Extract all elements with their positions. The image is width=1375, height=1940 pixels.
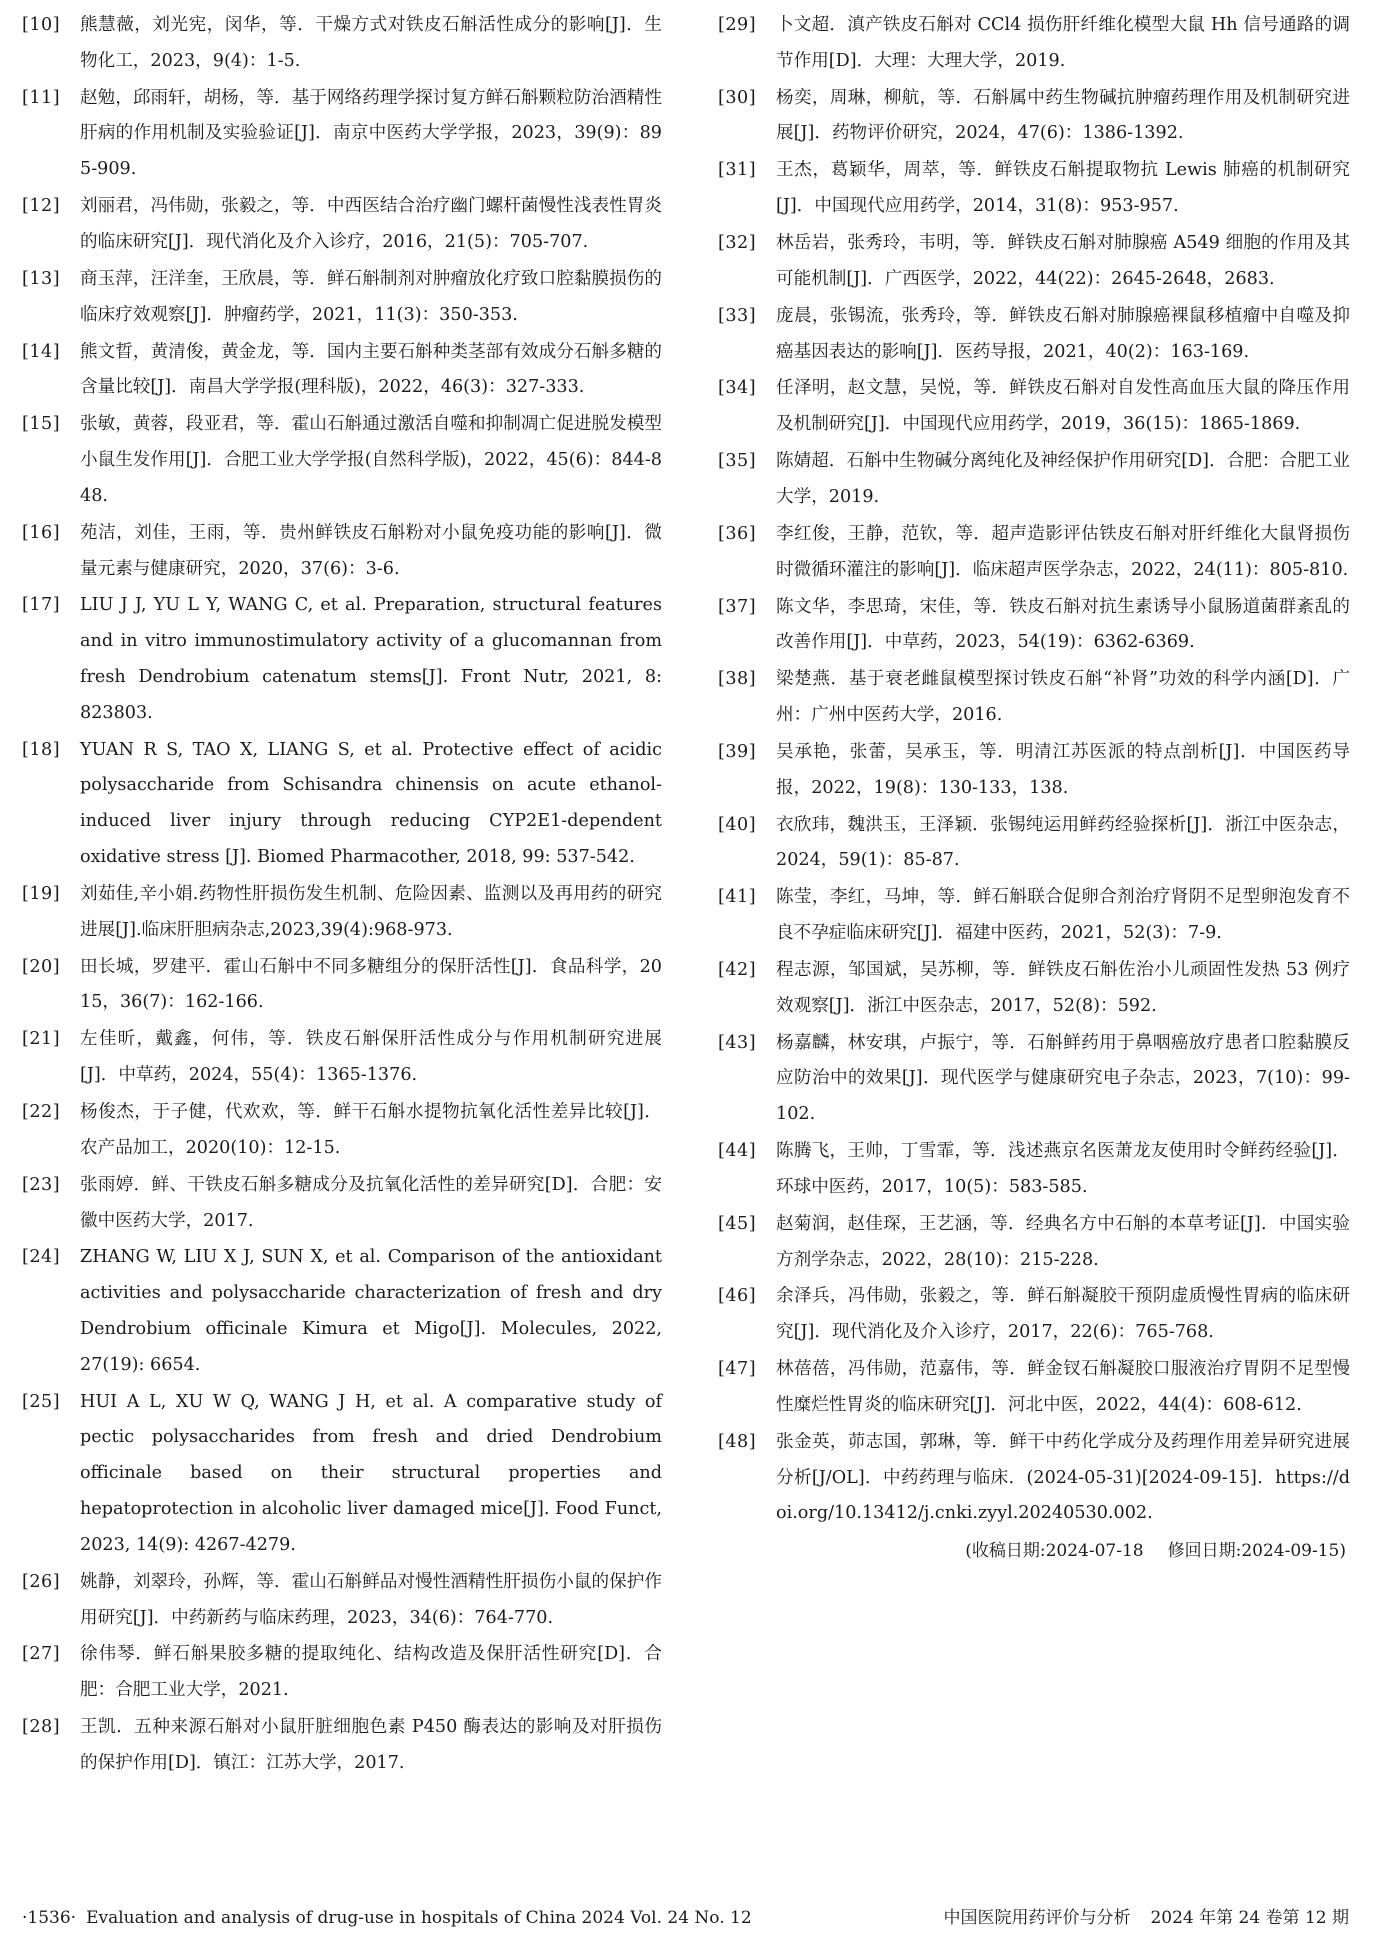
reference-text: 杨俊杰，于子健，代欢欢，等．鲜干石斛水提物抗氧化活性差异比较[J]．农产品加工，2020(10)：12-15. xyxy=(80,1102,662,1158)
reference-item xyxy=(22,588,662,731)
reference-item xyxy=(22,1022,662,1094)
reference-text: 张金英，茆志国，郭琳，等．鲜干中药化学成分及药理作用差异研究进展分析[J/OL]．中药药理与临床．(2024-05-31)[2024-09-15]．https://doi.org/10.13412/j.cnki.zyyl.20240530.002. xyxy=(776,1431,1350,1524)
reference-item xyxy=(718,590,1350,662)
reference-item xyxy=(718,299,1350,371)
reference-number: [38] xyxy=(718,669,757,690)
reference-item xyxy=(718,517,1350,589)
journal-title-en: Evaluation and analysis of drug-use in hospitals of China 2024 Vol. 24 No. 12 xyxy=(86,1908,752,1928)
reference-item xyxy=(718,880,1350,952)
reference-text: YUAN R S, TAO X, LIANG S, et al. Protective effect of acidic polysaccharide from Schisandra chinensis on acute ethanol-induced liver injury through reducing CYP2E1-dependent oxidative stress [J]. Biomed Pharmacother, 2018, 99: 537-542. xyxy=(80,739,662,868)
reference-number: [16] xyxy=(22,522,61,543)
received-date: (收稿日期:2024-07-18 xyxy=(965,1541,1144,1562)
reference-item xyxy=(22,877,662,949)
reference-number: [24] xyxy=(22,1247,61,1268)
reference-text: 姚静，刘翠玲，孙辉，等．霍山石斛鲜品对慢性酒精性肝损伤小鼠的保护作用研究[J]．中药新药与临床药理，2023，34(6)：764-770. xyxy=(80,1571,662,1628)
reference-number: [27] xyxy=(22,1644,61,1665)
reference-item xyxy=(22,8,662,80)
reference-item xyxy=(718,1352,1350,1424)
reference-number: [47] xyxy=(718,1359,757,1380)
reference-number: [40] xyxy=(718,814,757,835)
reference-item xyxy=(22,1385,662,1564)
reference-text: 商玉萍，汪洋奎，王欣晨，等．鲜石斛制剂对肿瘤放化疗致口腔黏膜损伤的临床疗效观察[J]．肿瘤药学，2021，11(3)：350-353. xyxy=(80,268,662,325)
footer-left xyxy=(22,1906,762,1930)
reference-item xyxy=(718,81,1350,153)
reference-number: [30] xyxy=(718,87,757,108)
reference-item xyxy=(22,407,662,514)
reference-text: 陈莹，李红，马坤，等．鲜石斛联合促卵合剂治疗肾阴不足型卵泡发育不良不孕症临床研究[J]．福建中医药，2021，52(3)：7-9. xyxy=(776,887,1350,944)
reference-number: [32] xyxy=(718,233,757,254)
reference-item xyxy=(718,8,1350,80)
reference-number: [26] xyxy=(22,1571,61,1592)
reference-list-right xyxy=(718,8,1350,1568)
reference-number: [28] xyxy=(22,1717,61,1738)
reference-item xyxy=(22,1565,662,1637)
reference-number: [19] xyxy=(22,883,61,904)
reference-item xyxy=(22,516,662,588)
reference-text: 林蓓蓓，冯伟勋，范嘉伟，等．鲜金钗石斛凝胶口服液治疗胃阴不足型慢性糜烂性胃炎的临床研究[J]．河北中医，2022，44(4)：608-612. xyxy=(776,1359,1350,1415)
reference-number: [22] xyxy=(22,1102,61,1123)
reference-number: [20] xyxy=(22,956,61,977)
reference-item xyxy=(22,950,662,1022)
reference-text: 陈婧超．石斛中生物碱分离纯化及神经保护作用研究[D]．合肥：合肥工业大学，2019. xyxy=(776,451,1350,507)
reference-text: 徐伟琴．鲜石斛果胶多糖的提取纯化、结构改造及保肝活性研究[D]．合肥：合肥工业大学，2021. xyxy=(80,1644,662,1701)
reference-number: [10] xyxy=(22,15,61,35)
reference-text: 梁楚燕．基于衰老雌鼠模型探讨铁皮石斛“补肾”功效的科学内涵[D]．广州：广州中医药大学，2016. xyxy=(776,669,1350,725)
page-footer xyxy=(22,1906,1349,1930)
reference-number: [46] xyxy=(718,1286,757,1307)
reference-item xyxy=(718,444,1350,516)
reference-number: [18] xyxy=(22,739,61,760)
reference-number: [34] xyxy=(718,378,757,399)
reference-item xyxy=(718,1134,1350,1206)
reference-item xyxy=(22,189,662,261)
reference-number: [13] xyxy=(22,268,61,289)
reference-number: [14] xyxy=(22,341,61,362)
reference-number: [17] xyxy=(22,595,61,616)
reference-item xyxy=(22,81,662,188)
reference-text: LIU J J, YU L Y, WANG C, et al. Preparation, structural features and in vitro immunostimulatory activity of a glucomannan from fresh Dendrobium catenatum stems[J]. Front Nutr, 2021, 8: 823803. xyxy=(80,595,662,723)
reference-item xyxy=(718,1026,1350,1133)
reference-text: 赵菊润，赵佳琛，王艺涵，等．经典名方中石斛的本草考证[J]．中国实验方剂学杂志，2022，28(10)：215-228. xyxy=(776,1213,1350,1270)
reference-text: 陈腾飞，王帅，丁雪霏，等．浅述燕京名医萧龙友使用时令鲜药经验[J]．环球中医药，2017，10(5)：583-585. xyxy=(776,1141,1350,1197)
reference-item xyxy=(22,1710,662,1782)
reference-text: 程志源，邹国斌，吴苏柳，等．鲜铁皮石斛佐治小儿顽固性发热 53 例疗效观察[J]．浙江中医杂志，2017，52(8)：592. xyxy=(776,959,1350,1016)
reference-text: 田长城，罗建平．霍山石斛中不同多糖组分的保肝活性[J]．食品科学，2015，36(7)：162-166. xyxy=(80,956,662,1013)
reference-text: 王杰，葛颖华，周萃，等．鲜铁皮石斛提取物抗 Lewis 肺癌的机制研究[J]．中国现代应用药学，2014，31(8)：953-957. xyxy=(776,160,1350,217)
reference-text: 赵勉，邱雨轩，胡杨，等．基于网络药理学探讨复方鲜石斛颗粒防治酒精性肝病的作用机制及实验验证[J]．南京中医药大学学报，2023，39(9)：895-909. xyxy=(80,87,662,180)
reference-number: [44] xyxy=(718,1141,757,1162)
reference-item xyxy=(22,335,662,407)
reference-text: 左佳昕，戴鑫，何伟，等．铁皮石斛保肝活性成分与作用机制研究进展[J]．中草药，2024，55(4)：1365-1376. xyxy=(80,1029,662,1086)
reference-text: 任泽明，赵文慧，吴悦，等．鲜铁皮石斛对自发性高血压大鼠的降压作用及机制研究[J]．中国现代应用药学，2019，36(15)：1865-1869. xyxy=(776,378,1350,435)
reference-item xyxy=(718,153,1350,225)
reference-number: [25] xyxy=(22,1391,61,1412)
reference-number: [37] xyxy=(718,596,757,617)
reference-number: [31] xyxy=(718,160,757,181)
journal-title-cn: 中国医院用药评价与分析 xyxy=(943,1908,1131,1928)
journal-issue-cn: 2024 年第 24 卷第 12 期 xyxy=(1150,1908,1349,1928)
reference-item xyxy=(718,1425,1350,1532)
reference-text: 李红俊，王静，范钦，等．超声造影评估铁皮石斛对肝纤维化大鼠肾损伤时微循环灌注的影响[J]．临床超声医学杂志，2022，24(11)：805-810. xyxy=(776,523,1350,580)
reference-item xyxy=(718,1279,1350,1351)
manuscript-dates xyxy=(718,1534,1350,1568)
reference-item xyxy=(718,371,1350,443)
reference-text: 张敏，黄蓉，段亚君，等．霍山石斛通过激活自噬和抑制凋亡促进脱发模型小鼠生发作用[J]．合肥工业大学学报(自然科学版)，2022，45(6)：844-848. xyxy=(80,414,662,506)
reference-number: [42] xyxy=(718,959,757,980)
reference-list-left xyxy=(22,8,662,1783)
reference-text: 卜文超．滇产铁皮石斛对 CCl4 损伤肝纤维化模型大鼠 Hh 信号通路的调节作用[D]．大理：大理大学，2019. xyxy=(776,15,1350,71)
reference-number: [21] xyxy=(22,1029,61,1050)
reference-item xyxy=(22,1095,662,1167)
reference-number: [33] xyxy=(718,305,757,326)
reference-item xyxy=(718,226,1350,298)
reference-item xyxy=(718,808,1350,880)
reference-number: [36] xyxy=(718,523,757,544)
reference-item xyxy=(22,1168,662,1240)
reference-text: 余泽兵，冯伟勋，张毅之，等．鲜石斛凝胶干预阴虚质慢性胃病的临床研究[J]．现代消化及介入诊疗，2017，22(6)：765-768. xyxy=(776,1286,1350,1343)
reference-number: [35] xyxy=(718,451,757,472)
reference-text: 衣欣玮，魏洪玉，王泽颖．张锡纯运用鲜药经验探析[J]．浙江中医杂志，2024，59(1)：85-87. xyxy=(776,814,1350,871)
reference-text: 庞晨，张锡流，张秀玲，等．鲜铁皮石斛对肺腺癌裸鼠移植瘤中自噬及抑癌基因表达的影响[J]．医药导报，2021，40(2)：163-169. xyxy=(776,305,1350,362)
reference-item xyxy=(718,953,1350,1025)
reference-number: [43] xyxy=(718,1032,757,1053)
reference-text: 杨奕，周琳，柳航，等．石斛属中药生物碱抗肿瘤药理作用及机制研究进展[J]．药物评价研究，2024，47(6)：1386-1392. xyxy=(776,87,1350,144)
reference-text: 刘丽君，冯伟勋，张毅之，等．中西医结合治疗幽门螺杆菌慢性浅表性胃炎的临床研究[J]．现代消化及介入诊疗，2016，21(5)：705-707. xyxy=(80,196,662,252)
footer-right xyxy=(923,1906,1349,1930)
reference-number: [39] xyxy=(718,741,757,762)
revised-date: 修回日期:2024-09-15) xyxy=(1167,1541,1346,1562)
reference-text: ZHANG W, LIU X J, SUN X, et al. Comparison of the antioxidant activities and polysaccharide characterization of fresh and dry Dendrobium officinale Kimura et Migo[J]. Molecules, 2022, 27(19): 6654. xyxy=(80,1247,662,1375)
reference-number: [41] xyxy=(718,887,757,908)
reference-text: 熊慧薇，刘光宪，闵华，等．干燥方式对铁皮石斛活性成分的影响[J]．生物化工，2023，9(4)：1-5. xyxy=(80,15,662,71)
reference-text: 杨嘉麟，林安琪，卢振宁，等．石斛鲜药用于鼻咽癌放疗患者口腔黏膜反应防治中的效果[J]．现代医学与健康研究电子杂志，2023，7(10)：99-102. xyxy=(776,1032,1350,1125)
reference-text: 张雨婷．鲜、干铁皮石斛多糖成分及抗氧化活性的差异研究[D]．合肥：安徽中医药大学，2017. xyxy=(80,1174,662,1231)
reference-text: 王凯．五种来源石斛对小鼠肝脏细胞色素 P450 酶表达的影响及对肝损伤的保护作用[D]．镇江：江苏大学，2017. xyxy=(80,1717,662,1773)
reference-number: [11] xyxy=(22,87,61,108)
reference-item xyxy=(22,1240,662,1383)
reference-number: [23] xyxy=(22,1174,61,1195)
reference-number: [12] xyxy=(22,196,61,217)
reference-text: 林岳岩，张秀玲，韦明，等．鲜铁皮石斛对肺腺癌 A549 细胞的作用及其可能机制[J]．广西医学，2022，44(22)：2645-2648，2683. xyxy=(776,233,1350,289)
reference-text: 刘茹佳,辛小娟.药物性肝损伤发生机制、危险因素、监测以及再用药的研究进展[J].临床肝胆病杂志,2023,39(4):968-973. xyxy=(80,883,662,940)
reference-text: HUI A L, XU W Q, WANG J H, et al. A comparative study of pectic polysaccharides from fresh and dried Dendrobium officinale based on their structural properties and hepatoprotection in alcoholic liver damaged mice[J]. Food Funct, 2023, 14(9): 4267-4279. xyxy=(80,1391,662,1555)
reference-number: [15] xyxy=(22,414,61,435)
reference-item xyxy=(22,733,662,876)
reference-text: 熊文晢，黄清俊，黄金龙，等．国内主要石斛种类茎部有效成分石斛多糖的含量比较[J]．南昌大学学报(理科版)，2022，46(3)：327-333. xyxy=(80,341,662,398)
page-number: ·1536· xyxy=(22,1908,77,1928)
reference-number: [48] xyxy=(718,1431,757,1452)
reference-item xyxy=(718,662,1350,734)
reference-text: 苑洁，刘佳，王雨，等．贵州鲜铁皮石斛粉对小鼠免疫功能的影响[J]．微量元素与健康研究，2020，37(6)：3-6. xyxy=(80,522,662,579)
reference-item xyxy=(22,262,662,334)
reference-number: [29] xyxy=(718,15,757,35)
reference-text: 吴承艳，张蕾，吴承玉，等．明清江苏医派的特点剖析[J]．中国医药导报，2022，19(8)：130-133，138. xyxy=(776,741,1350,798)
reference-number: [45] xyxy=(718,1213,757,1234)
reference-item xyxy=(718,1207,1350,1279)
reference-text: 陈文华，李思琦，宋佳，等．铁皮石斛对抗生素诱导小鼠肠道菌群紊乱的改善作用[J]．中草药，2023，54(19)：6362-6369. xyxy=(776,596,1350,653)
reference-item xyxy=(22,1637,662,1709)
reference-item xyxy=(718,735,1350,807)
